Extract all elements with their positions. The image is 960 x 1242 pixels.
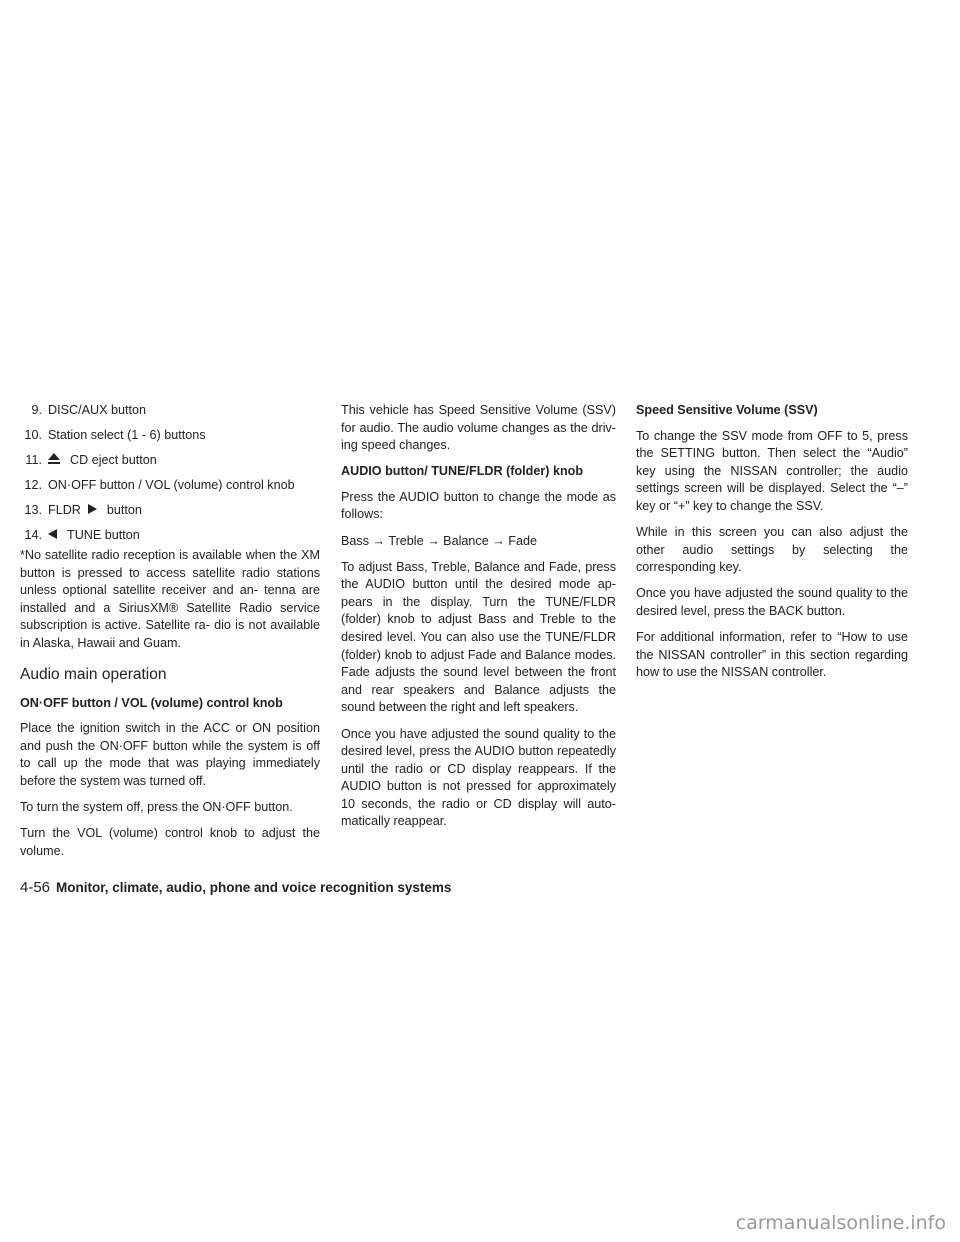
eject-icon — [48, 452, 60, 470]
list-item-14 — [20, 527, 320, 545]
paragraph: To turn the system off, press the ON·OFF button. — [20, 800, 293, 815]
item-text: ON·OFF button / VOL (volume) control knob — [48, 478, 295, 493]
satellite-note: *No satellite radio reception is available when the XM button is pressed to access satellite radio stations unless optional satellite receiver and an- tenna are installed and a SiriusXM® Satellite Radio service subscription is active. Satellite ra- dio is not available in Alaska, Hawaii and Guam. — [20, 548, 320, 651]
list-item-10 — [20, 427, 320, 445]
middle-column — [341, 402, 616, 840]
item-number: 10. — [24, 428, 42, 443]
list-item-12 — [20, 477, 320, 495]
subheading-audio: AUDIO button/ TUNE/FLDR (folder) knob — [341, 464, 584, 479]
item-number: 12. — [24, 478, 42, 493]
paragraph: To adjust Bass, Treble, Balance and Fade, press the AUDIO button until the desired mode ap- pears in the display. Turn the TUNE/FLDR (folder) knob to adjust Bass and Treble to the desired level. You can also use the TUNE/FLDR (folder) knob to adjust Fade and Balance modes. Fade adjusts the sound level between the front and rear speakers and Balance adjusts the sound between the right and left speakers. — [341, 559, 616, 715]
item-number: 13. — [24, 503, 42, 518]
list-item-13 — [20, 502, 320, 520]
paragraph: Turn the VOL (volume) control knob to adjust the volume. — [20, 826, 320, 858]
right-column — [636, 402, 908, 690]
item-text-before: FLDR — [48, 503, 81, 518]
item-number: 11. — [25, 453, 42, 468]
page-number: 4-56 — [20, 879, 51, 896]
paragraph: Place the ignition switch in the ACC or ON position and push the ON·OFF button while the system is off to call up the mode that was playing immediately before the system was turned off. — [20, 721, 320, 788]
item-text: button — [106, 503, 142, 518]
section-heading: Audio main operation — [20, 665, 167, 683]
paragraph: For additional information, refer to “How to use the NISSAN controller” in this section regarding how to use the NISSAN controller. — [636, 630, 908, 680]
play-left-icon — [48, 527, 57, 545]
page-footer — [20, 879, 451, 896]
mode-sequence: Bass → Treble → Balance → Fade — [341, 533, 537, 548]
item-text: DISC/AUX button — [48, 403, 146, 417]
subheading-ssv: Speed Sensitive Volume (SSV) — [636, 403, 818, 417]
list-item-11 — [20, 452, 320, 470]
paragraph: While in this screen you can also adjust the other audio settings by selecting the corresponding key. — [636, 525, 908, 575]
item-number: 9. — [31, 403, 42, 417]
paragraph: Once you have adjusted the sound quality to the desired level, press the AUDIO button repeatedly until the radio or CD display reappears. If the AUDIO button is not pressed for approximately 10 seconds, the radio or CD display will auto- matically reappear. — [341, 726, 616, 829]
item-text: TUNE button — [67, 528, 140, 543]
left-column — [20, 402, 320, 869]
subheading-on-off: ON·OFF button / VOL (volume) control knob — [20, 695, 283, 710]
item-text: Station select (1 - 6) buttons — [48, 428, 206, 443]
paragraph: This vehicle has Speed Sensitive Volume (SSV) for audio. The audio volume changes as the driv- ing speed changes. — [341, 403, 616, 453]
paragraph: Press the AUDIO button to change the mode as follows: — [341, 489, 616, 522]
watermark: carmanualsonline.info — [735, 1212, 946, 1234]
section-title: Monitor, climate, audio, phone and voice recognition systems — [56, 880, 452, 895]
item-text: CD eject button — [70, 453, 157, 468]
paragraph: Once you have adjusted the sound quality to the desired level, press the BACK button. — [636, 586, 908, 618]
list-item-9 — [20, 402, 320, 420]
play-right-icon — [88, 502, 97, 520]
item-number: 14. — [24, 528, 42, 543]
paragraph: To change the SSV mode from OFF to 5, press the SETTING button. Then select the “Audio” key using the NISSAN controller; the audio settings screen will be displayed. Select the “–” key or “+” key to change the SSV. — [636, 428, 908, 513]
